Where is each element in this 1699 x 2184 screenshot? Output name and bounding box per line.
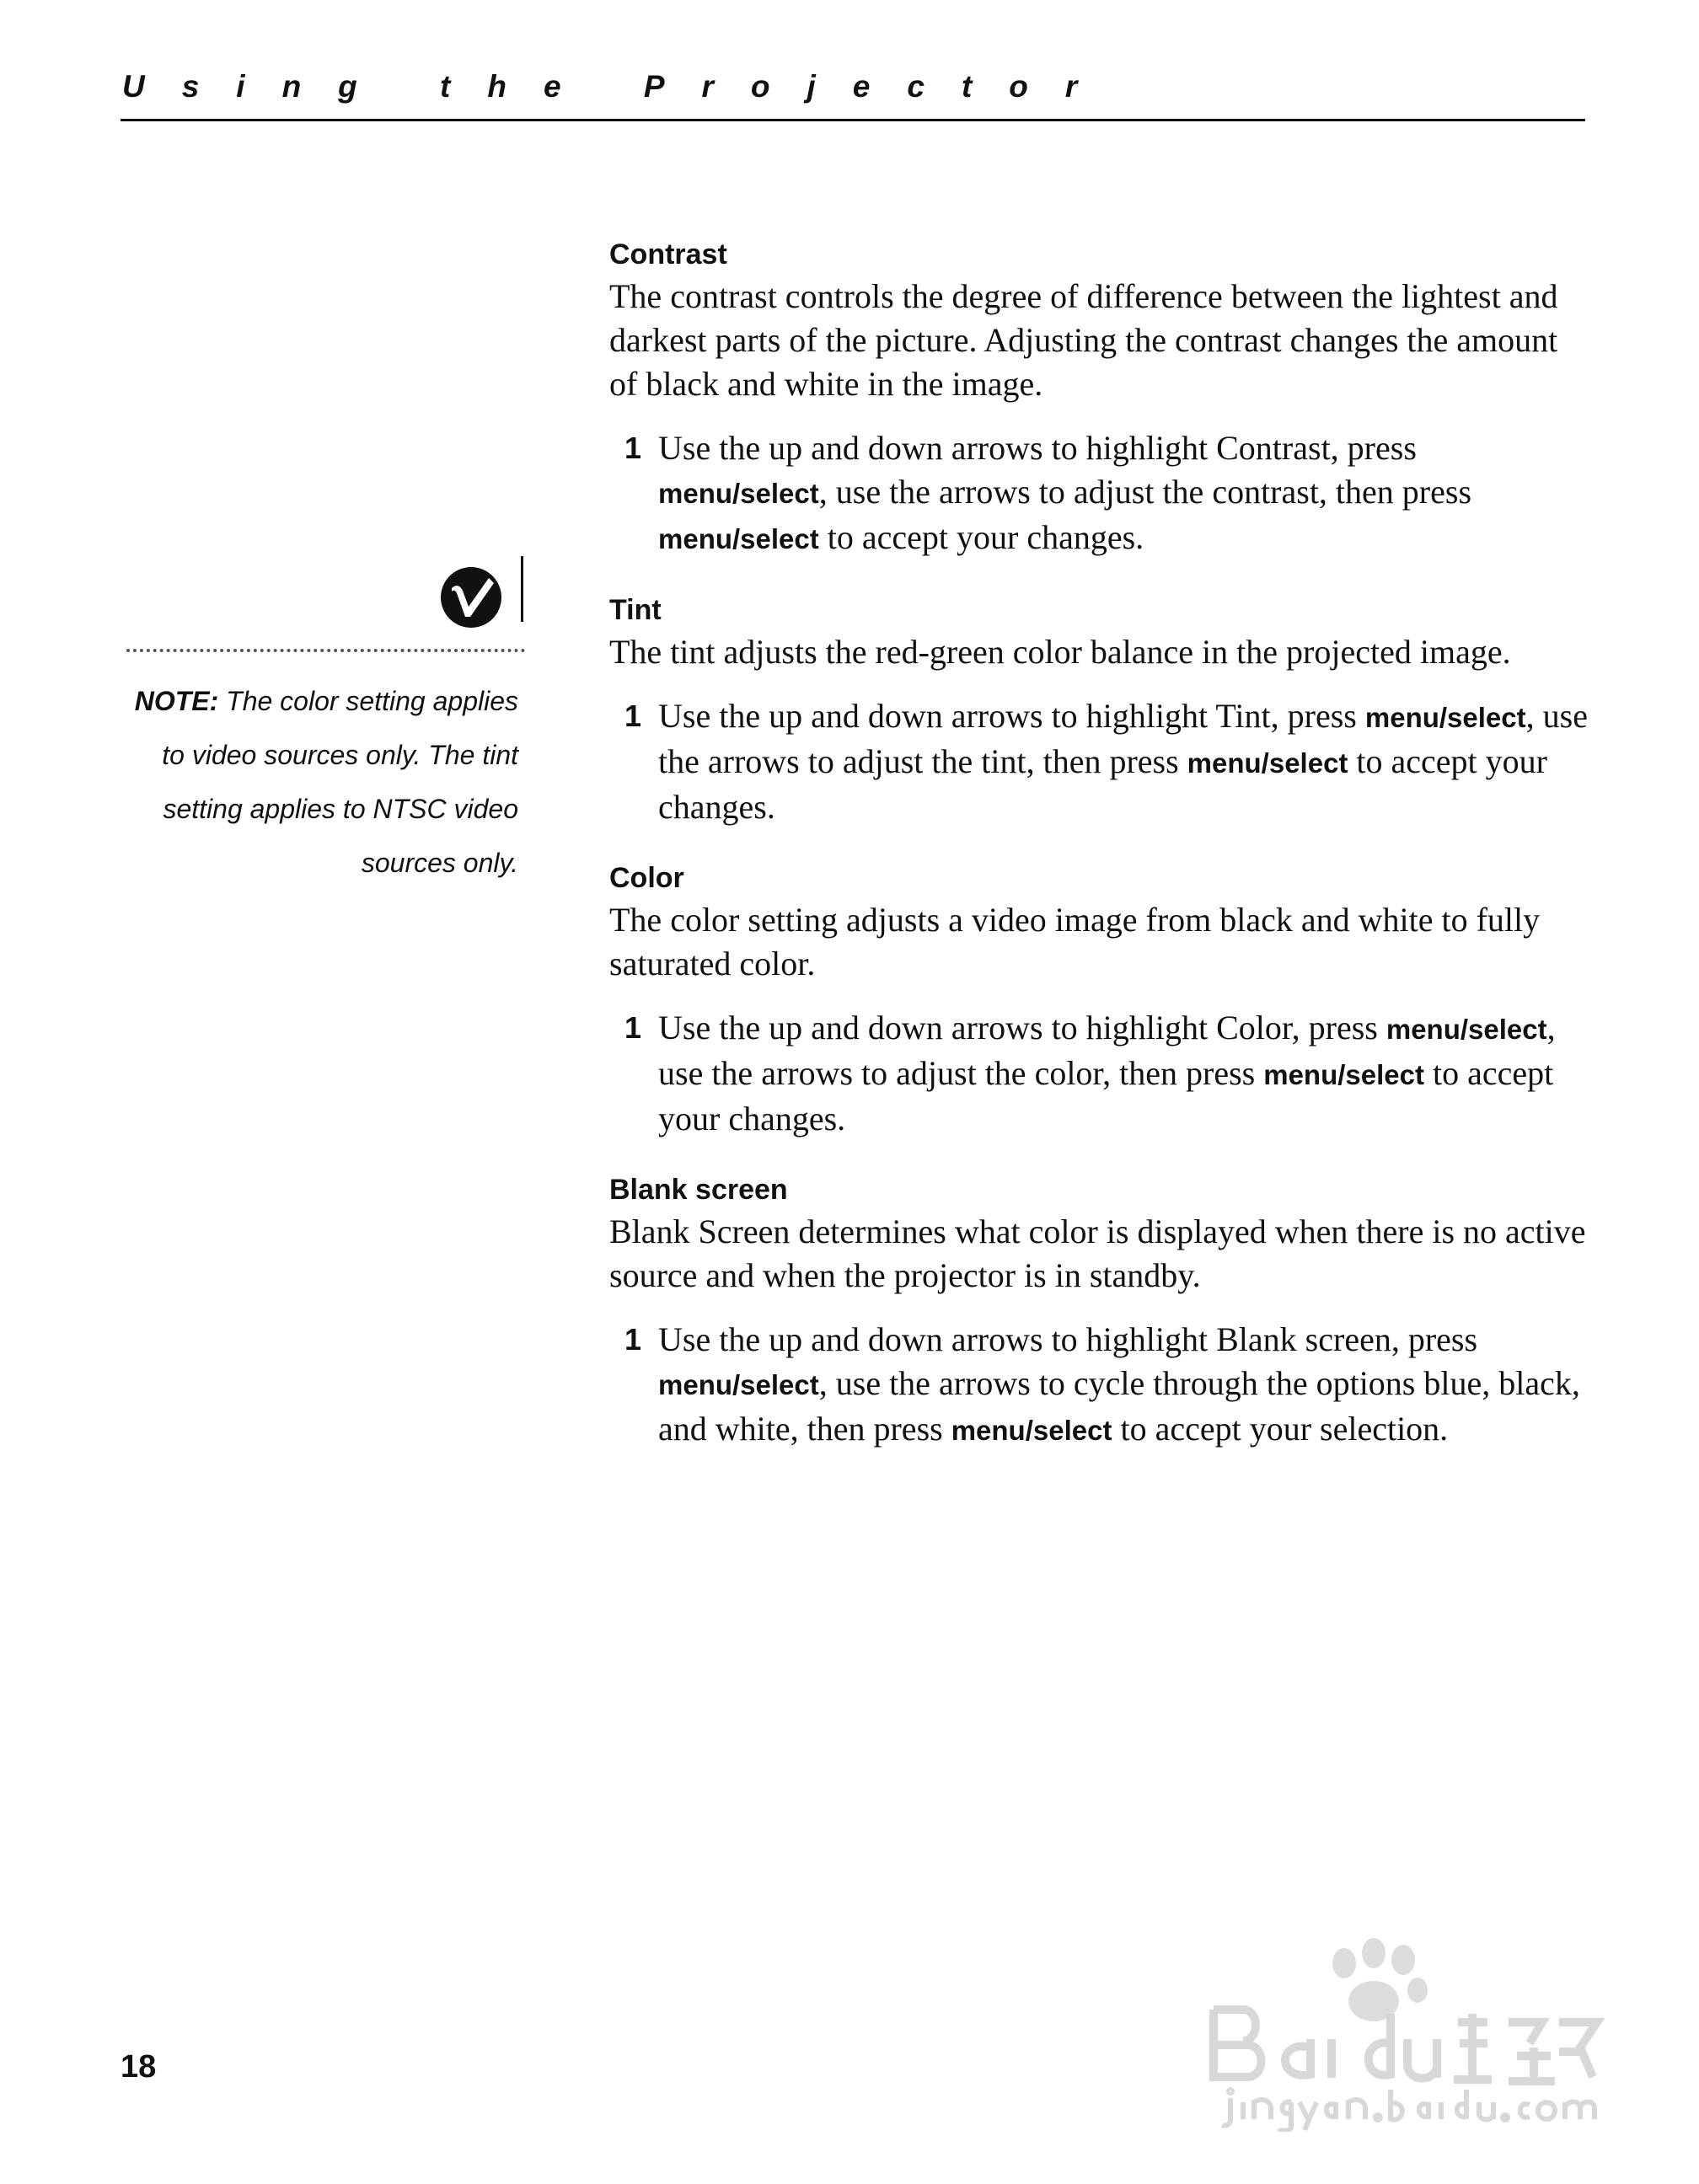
step-text: , use the arrows to adjust the tint, then press bbox=[658, 697, 1588, 780]
section-body: The tint adjusts the red-green color balance in the projected image. bbox=[609, 633, 1511, 671]
dotted-divider bbox=[126, 649, 525, 652]
step-text: to accept your selection. bbox=[1112, 1410, 1449, 1448]
header-rule bbox=[121, 119, 1585, 121]
step-item bbox=[609, 694, 1591, 829]
section-contrast bbox=[609, 234, 1591, 561]
key-name: menu/select bbox=[1263, 1059, 1424, 1090]
key-name: menu/select bbox=[658, 1369, 819, 1400]
note-text: The color setting applies to video sources only. The tint setting applies to NTSC video sources only. bbox=[162, 686, 518, 878]
section-tint bbox=[609, 590, 1591, 829]
key-name: menu/select bbox=[1385, 1014, 1547, 1045]
section-body: Blank Screen determines what color is displayed when there is no active source and when the projector is in standby. bbox=[609, 1212, 1586, 1294]
section-body: The color setting adjusts a video image from black and white to fully saturated color. bbox=[609, 901, 1541, 982]
step-text: , use the arrows to adjust the contrast, then press bbox=[818, 473, 1472, 511]
step-text: to accept your changes. bbox=[658, 1054, 1554, 1138]
key-name: menu/select bbox=[658, 523, 819, 554]
key-name: menu/select bbox=[1364, 702, 1526, 733]
step-item bbox=[609, 1318, 1591, 1453]
step-text: to accept your changes. bbox=[658, 742, 1547, 826]
step-number: 1 bbox=[624, 1010, 642, 1045]
sidebar-note bbox=[126, 674, 518, 890]
brand-logo-icon bbox=[438, 565, 504, 630]
step-text: to accept your changes. bbox=[818, 518, 1144, 556]
step-text: Use the up and down arrows to highlight Contrast, press bbox=[658, 429, 1417, 467]
key-name: menu/select bbox=[951, 1415, 1112, 1446]
step-number: 1 bbox=[624, 699, 642, 733]
step-text: , use the arrows to adjust the color, then press bbox=[658, 1009, 1556, 1092]
section-title: Tint bbox=[609, 594, 662, 626]
step-number: 1 bbox=[624, 1322, 642, 1357]
main-content bbox=[609, 234, 1591, 1481]
note-label: NOTE: bbox=[134, 686, 219, 716]
baidu-watermark-logo bbox=[1197, 1930, 1610, 2132]
section-blank-screen bbox=[609, 1170, 1591, 1453]
step-text: Use the up and down arrows to highlight Color, press bbox=[658, 1009, 1386, 1046]
step-item bbox=[609, 1006, 1591, 1141]
key-name: menu/select bbox=[658, 478, 819, 509]
running-header: Using the Projector bbox=[122, 69, 1115, 104]
step-number: 1 bbox=[624, 431, 642, 465]
section-title: Contrast bbox=[609, 238, 727, 270]
section-title: Blank screen bbox=[609, 1174, 788, 1206]
section-body: The contrast controls the degree of difference between the lightest and darkest parts of the picture. Adjusting the contrast changes the amount of black and white in the image. bbox=[609, 277, 1558, 403]
sidebar-divider bbox=[521, 556, 523, 622]
step-item bbox=[609, 426, 1591, 561]
step-text: , use the arrows to cycle through the options blue, black, and white, then press bbox=[658, 1364, 1580, 1448]
section-color bbox=[609, 858, 1591, 1141]
page-number: 18 bbox=[121, 2049, 157, 2085]
section-title: Color bbox=[609, 862, 684, 894]
key-name: menu/select bbox=[1187, 747, 1348, 779]
step-text: Use the up and down arrows to highlight Tint, press bbox=[658, 697, 1365, 735]
step-text: Use the up and down arrows to highlight Blank screen, press bbox=[658, 1320, 1478, 1358]
